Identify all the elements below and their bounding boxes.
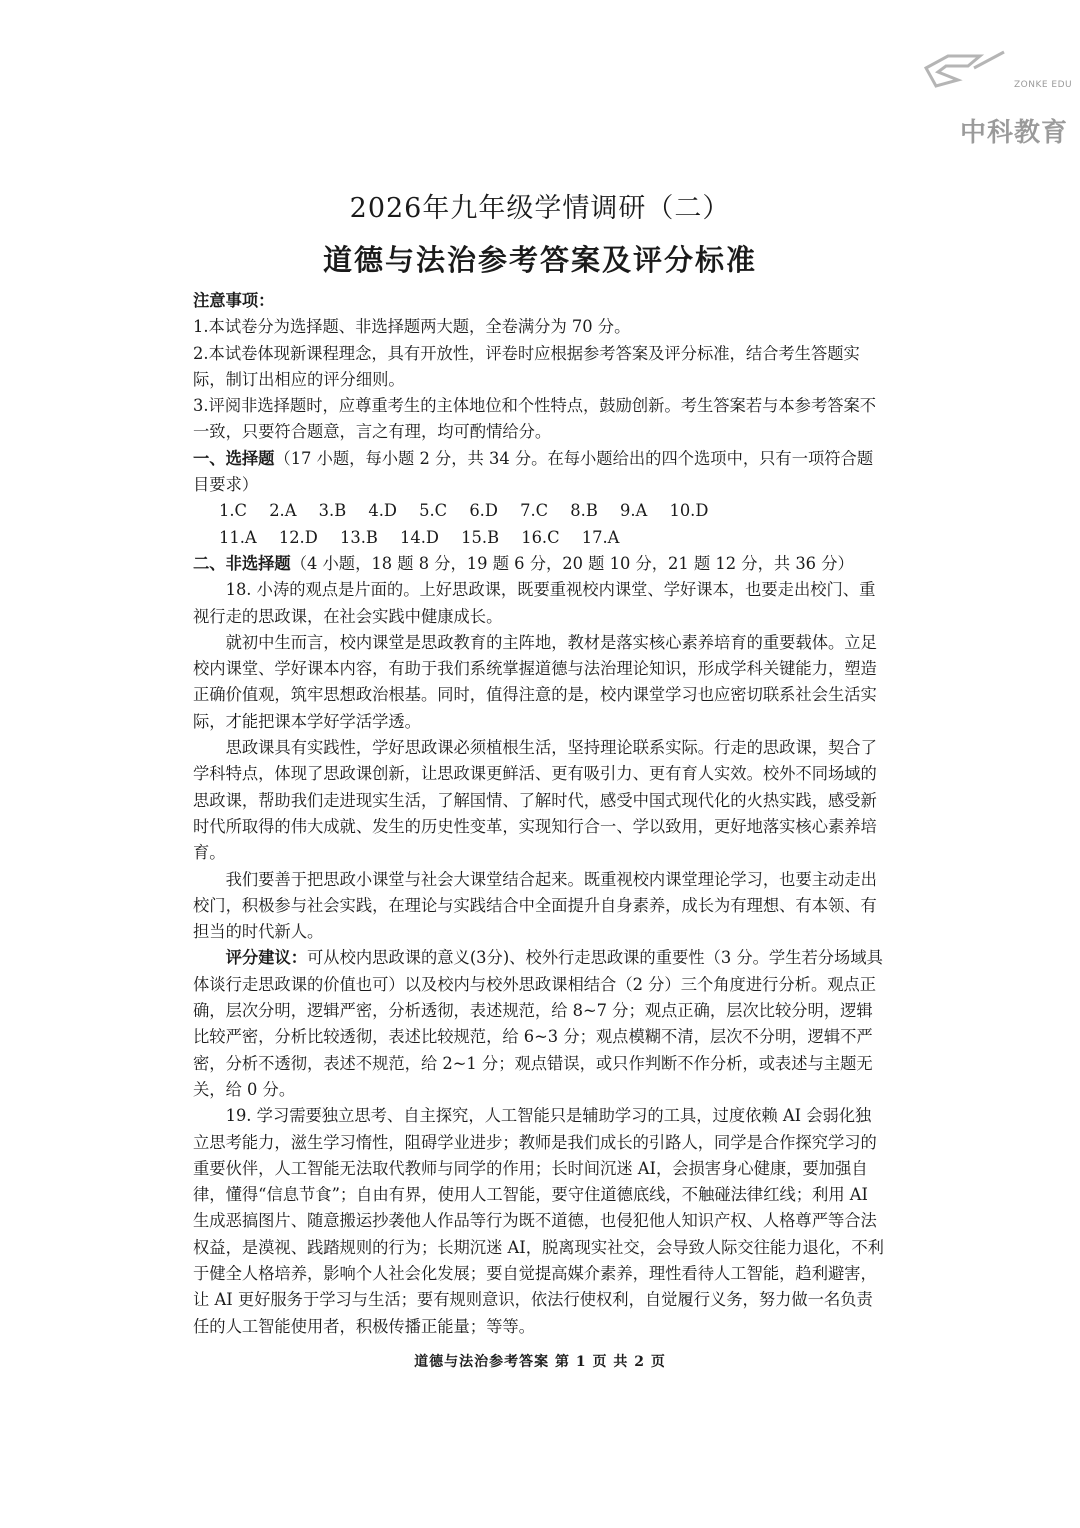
answer-item: 15.B (461, 527, 500, 547)
scoring-label: 评分建议： (225, 948, 308, 968)
logo-mark-icon (918, 46, 1008, 96)
answer-item: 8.B (570, 501, 598, 521)
logo-english-text: ZONKE EDU (1014, 80, 1073, 90)
answer-item: 9.A (619, 501, 648, 521)
answer-item: 6.D (469, 501, 498, 521)
q19-paragraph: 19. 学习需要独立思考、自主探究，人工智能只是辅助学习的工具，过度依赖 AI 会弱化独立思考能力，滋生学习惰性，阻碍学业进步；教师是我们成长的引路人，同学是合作探究学习的重要伙伴，人工智能无法取代教师与同学的作用；长时间沉迷 AI，会损害身心健康，要加强自律，懂得“信息节食”；自由有界，使用人工智能，要守住道德底线，不触碰法律红线；利用 AI 生成恶搞图片、随意搬运抄袭他人作品等行为既不道德，也侵犯他人知识产权、人格尊严等合法权益，是漠视、践踏规则的行为；长期沉迷 AI，脱离现实社交，会导致人际交往能力退化，不利于健全人格培养，影响个人社会化发展；要自觉提高媒介素养，理性看待人工智能，趋利避害，让 AI 更好服务于学习与生活；要有规则意识，依法行使权利，自觉履行义务，努力做一名负责任的人工智能使用者，积极传播正能量；等等。 (193, 1106, 884, 1336)
answer-item: 10.D (669, 501, 709, 521)
q18-paragraph-3: 思政课具有实践性，学好思政课必须植根生活，坚持理论联系实际。行走的思政课，契合了学科特点，体现了思政课创新，让思政课更鲜活、更有吸引力、更有育人实效。校外不同场域的思政课，帮助我们走进现实生活，了解国情、了解时代，感受中国式现代化的火热实践，感受新时代所取得的伟大成就、发生的历史性变革，实现知行合一、学以致用，更好地落实核心素养培育。 (193, 738, 877, 863)
section2-header (193, 551, 885, 577)
publisher-logo (918, 42, 1078, 148)
exam-title: 2026年九年级学情调研（二） (349, 193, 731, 224)
q18-paragraph-1: 18. 小涛的观点是片面的。上好思政课，既要重视校内课堂、学好课本，也要走出校门、重视行走的思政课，在社会实践中健康成长。 (193, 580, 876, 626)
section1-description: （17 小题，每小题 2 分，共 34 分。在每小题给出的四个选项中，只有一项符合题目要求） (193, 448, 874, 495)
section2-heading: 二、非选择题 (193, 553, 291, 573)
answer-item: 12.D (278, 527, 318, 547)
answer-item: 3.B (318, 501, 347, 521)
document-title: 道德与法治参考答案及评分标准 (322, 243, 757, 277)
answer-item: 13.B (339, 527, 378, 547)
answer-row-2 (193, 525, 885, 551)
logo-chinese-text: 中科教育 (960, 118, 1069, 148)
answer-item: 11.A (219, 527, 257, 547)
answer-item: 1.C (219, 501, 247, 521)
answer-item: 4.D (368, 501, 397, 521)
section1-header (193, 446, 885, 499)
section1-heading: 一、选择题 (193, 448, 275, 468)
answer-item: 16.C (521, 527, 560, 547)
page-footer: 道德与法治参考答案 第 1 页 共 2 页 (414, 1354, 666, 1370)
answer-row-1 (193, 498, 885, 524)
notes-heading: 注意事项： (193, 291, 275, 310)
answer-item: 2.A (269, 501, 297, 521)
q18-paragraph-2: 就初中生而言，校内课堂是思政教育的主阵地，教材是落实核心素养培育的重要载体。立足校内课堂、学好课本内容，有助于我们系统掌握道德与法治理论知识，形成学科关键能力，塑造正确价值观，筑牢思想政治根基。同时，值得注意的是，校内课堂学习也应密切联系社会生活实际，才能把课本学好学活学透。 (193, 632, 877, 731)
scoring-text: 可从校内思政课的意义(3分)、校外行走思政课的重要性（3 分。学生若分场域具体谈行走思政课的价值也可）以及校内与校外思政课相结合（2 分）三个角度进行分析。观点正确，层次分明，逻辑严密，分析透彻，表述规范，给 8~7 分；观点正确，层次比较分明，逻辑比较严密，分析比较透彻，表述比较规范，给 6~3 分；观点模糊不清，层次不分明，逻辑不严密，分析不透彻，表述不规范，给 2~1 分；观点错误，或只作判断不作分析，或表述与主题无关，给 0 分。 (193, 948, 883, 1099)
section2-description: （4 小题，18 题 8 分，19 题 6 分，20 题 10 分，21 题 12 分，共 36 分） (290, 553, 854, 573)
answer-item: 17.A (581, 527, 620, 547)
q18-paragraph-4: 我们要善于把思政小课堂与社会大课堂结合起来。既重视校内课堂理论学习，也要主动走出校门，积极参与社会实践，在理论与实践结合中全面提升自身素养，成长为有理想、有本领、有担当的时代新人。 (193, 869, 877, 942)
answer-body (193, 288, 885, 1340)
note-item-1: 1.本试卷分为选择题、非选择题两大题，全卷满分为 70 分。 (193, 317, 631, 337)
note-item-3: 3.评阅非选择题时，应尊重考生的主体地位和个性特点，鼓励创新。考生答案若与本参考答案不一致，只要符合题意，言之有理，均可酌情给分。 (193, 396, 877, 442)
answer-item: 7.C (520, 501, 549, 521)
note-item-2: 2.本试卷体现新课程理念，具有开放性，评卷时应根据参考答案及评分标准，结合考生答题实际，制订出相应的评分细则。 (193, 343, 860, 389)
q18-scoring (193, 945, 885, 1103)
answer-item: 5.C (419, 501, 448, 521)
answer-item: 14.D (400, 527, 439, 547)
